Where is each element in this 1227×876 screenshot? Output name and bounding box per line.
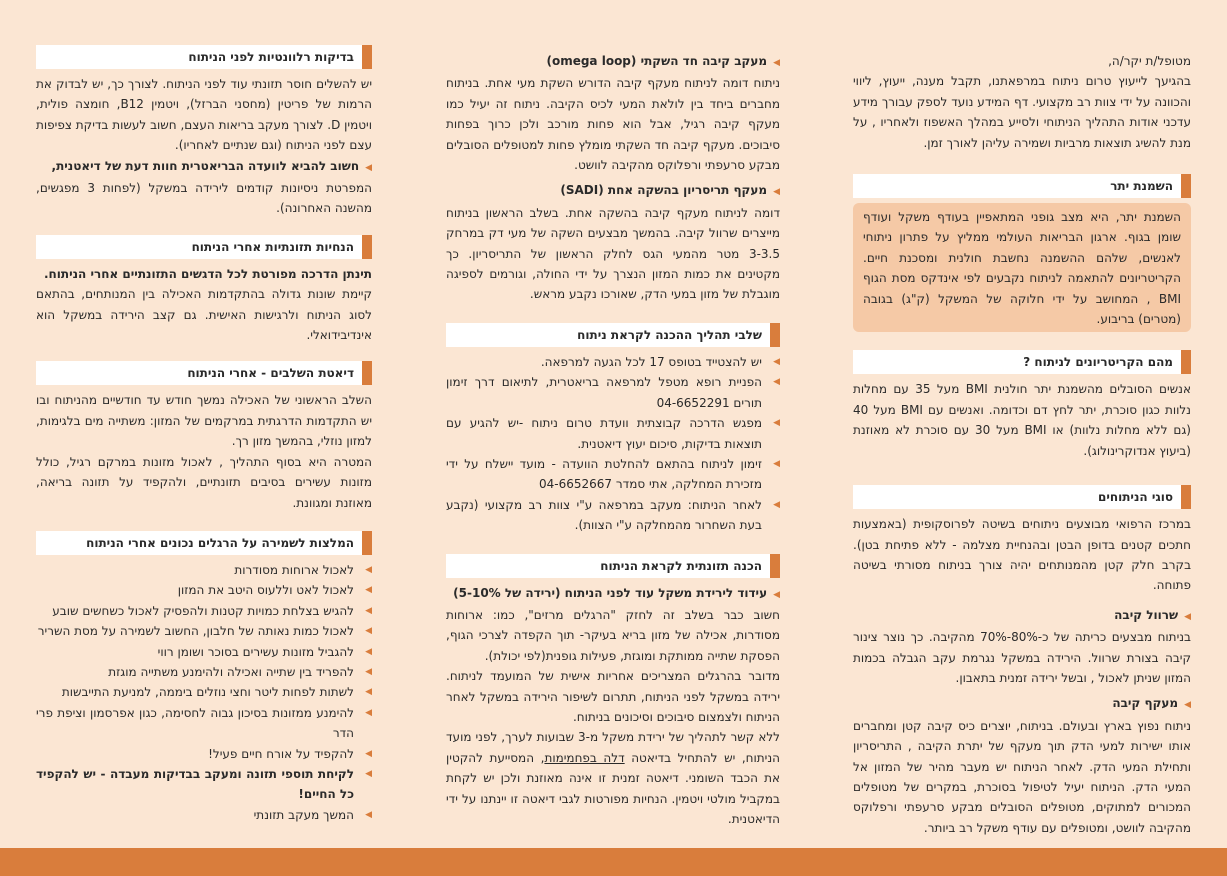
- bypass-title: ◀ מעקף קיבה: [853, 693, 1191, 715]
- obesity-text: השמנת יתר, היא מצב גופני המתאפיין בעודף משקל ועודף שומן בגוף. ארגון הבריאות העולמי ממליץ על פתרון ניתוחי לאנשים, שלהם ההשמנה נחשבת חולנית ומסכנת חיים. הקריטריונים להתאמה לניתוח נקבעים לפי אינדקס מסת הגוף BMI , המחושב על ידי חלוקה של המשקל (ק"ג) בגובה (מטרים) בריבוע.: [863, 210, 1181, 327]
- nutrition-prep-heading: הכנה תזונתית לקראת הניתוח: [446, 554, 780, 578]
- footer-band: [0, 848, 1227, 876]
- column-middle: [446, 0, 780, 848]
- sadi-text: דומה לניתוח מעקף קיבה בהשקה אחת. בשלב הראשון בניתוח מייצרים שרוול קיבה. בהמשך מבצעים השקה של מעי דק במרחק 3-3.5 מטר מהמעי הגס לחלק הראשון של התריסריון. כך מקטינים את כמות המזון הנצרך על ידי החולה, וגורמים לספיגה מוגבלת של מזון במעי הדק, שאורכו נקבע מראש.: [446, 205, 780, 302]
- list-item: ◀ להקפיד על אורח חיים פעיל!: [36, 744, 372, 764]
- types-text: במרכז הרפואי מבוצעים ניתוחים בשיטה לפרוסקופית (באמצעות חתכים קטנים בדופן הבטן ובהנחיית מצלמה - ללא פתיחת בטן). בקרב חלק קטן מהמנותחים יהיה צורך בניתוח מסורתי בשיטה פתוחה.: [853, 517, 1191, 593]
- weight-loss-p2: מדובר בהרגלים המצריכים אחריות אישית של המועמד לניתוח. ירידה במשקל לפני הניתוח, תתרום לשיפור הירידה במשקל לאחר הניתוח ולצמצום סיבוכים וסיכונים בניתוח.: [446, 669, 780, 724]
- prep-list: [446, 352, 780, 536]
- omega-title: ◀ מעקב קיבה חד השקתי (omega loop): [446, 51, 780, 73]
- weight-loss-p3-b: , המסייעת להקטין את הכבד השומני. דיאטה זמנית זו אינה מאוזנת ולכן יש לקחת במקביל מולטי ויטמין. הנחיות מפורטות לגבי דיאטה זו יינתנו על ידי הדיאטנית.: [446, 750, 780, 826]
- weight-loss-p3-a: ללא קשר לתהליך של ירידת משקל מ-3 שבועות לערך, לפני מועד הניתוח, יש להתחיל בדיאטה: [446, 730, 780, 765]
- stages-p2: המטרה היא בסוף התהליך , לאכול מזונות במרקם רגיל, כולל מזונות עשירים בסיבים תזונתיים, ולהקפיד על תזונה בריאה, מאוזנת ומגוונת.: [36, 454, 372, 510]
- list-item: ◀ הפניית רופא מטפל למרפאה בריאטרית, לתיאום דרך זימון תורים 04-6652291: [446, 372, 780, 413]
- list-item: ◀ יש להצטייד בטופס 17 לכל הגעה למרפאה.: [446, 352, 780, 372]
- list-item: ◀ לאכול ארוחות מסודרות: [36, 560, 372, 580]
- list-item: ◀ להגיש בצלחת כמויות קטנות ולהפסיק לאכול כשחשים שובע: [36, 601, 372, 621]
- list-item: ◀ לאכול לאט וללעוס היטב את המזון: [36, 580, 372, 600]
- post-surgery-heading: הנחיות תזונתיות אחרי הניתוח: [36, 235, 372, 259]
- weight-loss-p3: [446, 727, 780, 829]
- column-left: [36, 0, 372, 848]
- list-item: ◀ לשתות לפחות ליטר וחצי נוזלים ביממה, למניעת התייבשות: [36, 682, 372, 702]
- sadi-title: ◀ מעקף תריסריון בהשקה אחת (SADI): [446, 180, 780, 202]
- sleeve-text: בניתוח מבצעים כריתה של כ-80%-70% מהקיבה. כך נוצר צינור קיבה בצורת שרוול. הירידה במשקל נגרמת עקב הגבלה בכמות המזון שניתן לאכול , ובשל ירידה זמנית בתאבון.: [853, 630, 1191, 685]
- tests-heading: בדיקות רלוונטיות לפני הניתוח: [36, 45, 372, 69]
- tests-text: יש להשלים חוסר תזונתי עוד לפני הניתוח. לצורך כך, יש לבדוק את הרמות של פריטין (מחסני הברזל), ויטמין B12, חומצה פולית, ויטמין D. לצורך מעקב בריאות העצם, חשוב לעשות בדיקת צפיפות עצם לפני הניתוח (וגם שנתיים לאחריו).: [36, 77, 372, 153]
- obesity-callout: [853, 203, 1191, 332]
- low-carb-term: דלה בפחמימות: [544, 750, 625, 765]
- types-heading: סוגי הניתוחים: [853, 485, 1191, 509]
- weight-loss-title: ◀ עידוד לירידת משקל עוד לפני הניתוח (ירידה של 5-10%): [446, 583, 780, 605]
- criteria-heading: מהם הקריטריונים לניתוח ?: [853, 350, 1191, 374]
- list-item: ◀ לקיחת תוספי תזונה ומעקב בבדיקות מעבדה - יש להקפיד כל החיים!: [36, 764, 372, 805]
- habits-heading: המלצות לשמירה על הרגלים נכונים אחרי הניתוח: [36, 531, 372, 555]
- list-item: ◀ מפגש הדרכה קבוצתית וועדת טרום ניתוח -יש להגיע עם תוצאות בדיקות, סיכום יעוץ דיאטנית.: [446, 413, 780, 454]
- column-right: [853, 0, 1191, 848]
- criteria-text: אנשים הסובלים מהשמנת יתר חולנית BMI מעל 35 עם מחלות נלוות כגון סוכרת, יתר לחץ דם וכדומה. ואנשים עם BMI מעל 40 (גם ללא מחלות נלוות) או BMI מעל 30 עם סוכרת לא מאוזנת (ביעוץ אנדוקרינולוג).: [853, 382, 1191, 458]
- post-surgery-text: קיימת שונות גדולה בהתקדמות האכילה בין המנותחים, בהתאם לסוג הניתוח ולרגישות האישית. גם קצב הירידה במשקל הוא אינדיבידואלי.: [36, 287, 372, 343]
- list-item: ◀ לאחר הניתוח: מעקב במרפאה ע"י צוות רב מקצועי (נקבע בעת השחרור מהמחלקה ע"י הצוות).: [446, 495, 780, 536]
- stages-heading: דיאטת השלבים - אחרי הניתוח: [36, 361, 372, 385]
- prep-heading: שלבי תהליך ההכנה לקראת ניתוח: [446, 323, 780, 347]
- list-item: ◀ המשך מעקב תזונתי: [36, 805, 372, 825]
- intro-text: מטופל/ת יקר/ה, בהגיעך לייעוץ טרום ניתוח במרפאתנו, תקבל מענה, ייעוץ, ליווי והכוונה על ידי צוות רב מקצועי. דף המידע נועד לספק עבורך מידע עדכני אודות התהליך הניתוחי ולסייע במהלך האשפוז ולאחריו , על מנת להשיג תוצאות מרביות ושמירה עליהן לאורך זמן.: [853, 54, 1191, 150]
- sleeve-title: ◀ שרוול קיבה: [853, 605, 1191, 627]
- list-item: ◀ להימנע ממזונות בסיכון גבוה לחסימה, כגון אפרסמון וציפת פרי הדר: [36, 703, 372, 744]
- dietitian-title: ◀ חשוב להביא לוועדה הבריאטרית חוות דעת של דיאטנית,: [36, 156, 372, 178]
- bypass-text: ניתוח נפוץ בארץ ובעולם. בניתוח, יוצרים כיס קיבה קטן ומחברים אותו ישירות למעי הדק תוך מעקף של יתרת הקיבה , התריסריון ותחילת המעי הדק. לאחר הניתוח יש מעבר מהיר של המזון אל המעי הדק. הניתוח יעיל לטיפול בסוכרת, במקרים של מטופלים המכורים למתוקים, מטופלים הסובלים מבקע סרעפתי ורפלוקס מהקיבה לוושט, ומטופלים עם עודף משקל רב ביותר.: [853, 718, 1191, 835]
- list-item: ◀ זימון לניתוח בהתאם להחלטת הוועדה - מועד יישלח על ידי מזכירת המחלקה, אתי סמדר 04-6652667: [446, 454, 780, 495]
- stages-p1: השלב הראשוני של האכילה נמשך חודש עד חודשיים מהניתוח ובו יש התקדמות הדרגתית במרקמים של המזון: משתייה מים בלגימות, למזון נוזלי, בהמשך מזון רך.: [36, 393, 372, 449]
- list-item: ◀ לאכול כמות נאותה של חלבון, החשוב לשמירה על מסת השריר: [36, 621, 372, 641]
- list-item: ◀ להפריד בין שתייה ואכילה ולהימנע משתייה מוגזת: [36, 662, 372, 682]
- obesity-heading: השמנת יתר: [853, 174, 1191, 198]
- habits-list: [36, 560, 372, 825]
- weight-loss-p1: חשוב כבר בשלב זה לחזק "הרגלים מרזים", כמו: ארוחות מסודרות, אכילה של מזון בריא בעיקר- תוך הקפדה לצרכי הגוף, הפסקת שתייה ממותקת ומוגזת, פעילות גופנית(לפי יכולת).: [446, 607, 780, 663]
- list-item: ◀ להגביל מזונות עשירים בסוכר ושומן רווי: [36, 642, 372, 662]
- omega-text: ניתוח דומה לניתוח מעקף קיבה הדורש השקת מעי אחת. בניתוח מחברים ביחד בין לולאת המעי לכיס הקיבה. ניתוח זה יעיל כמו מעקף קיבה רגיל, אבל הוא פחות מורכב ולכן כרוך בפחות סיבוכים. מעקף קיבה חד השקתי מומלץ פחות למטופלים הסובלים מבקע סרעפתי ורפלוקס מהקיבה לוושט.: [446, 76, 780, 173]
- dietitian-text: המפרטת ניסיונות קודמים לירידה במשקל (לפחות 3 מפגשים, מהשנה האחרונה).: [36, 181, 372, 216]
- post-surgery-bold: תינתן הדרכה מפורטת לכל הדגשים התזונתיים אחרי הניתוח.: [43, 266, 372, 281]
